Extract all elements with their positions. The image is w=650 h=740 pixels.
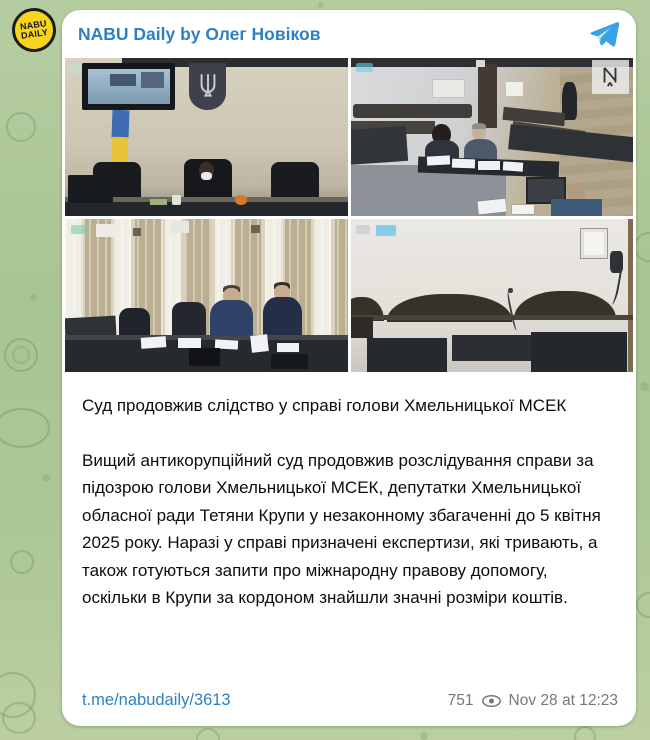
wall-lamp (96, 224, 119, 238)
papers (427, 155, 450, 166)
post-title: Суд продовжив слідство у справі голови Хмельницької МСЕК (82, 396, 567, 415)
papers (251, 334, 270, 353)
clerk-body (551, 199, 602, 216)
desk-item-cup (172, 195, 180, 204)
wooden-bench (351, 317, 374, 338)
photo-empty-benches[interactable] (351, 219, 634, 372)
phone-cord (608, 271, 621, 305)
channel-avatar[interactable] (9, 5, 59, 55)
desk-monitor (68, 175, 113, 203)
background-doodle (42, 474, 50, 482)
camera-overlay-badge (71, 225, 88, 234)
background-doodle (0, 408, 50, 448)
photo-judge-bench[interactable] (65, 58, 348, 216)
wall-vent (133, 228, 141, 236)
ukraine-trident-emblem (189, 63, 226, 110)
background-doodle (196, 728, 220, 740)
desk (367, 338, 446, 372)
background-doodle (574, 726, 596, 740)
seated-man-hair (472, 123, 486, 129)
papers (478, 161, 501, 170)
wall-phone (610, 251, 623, 272)
wall-document-frame (580, 228, 607, 259)
papers (141, 336, 167, 348)
photo-defense-table[interactable] (65, 219, 348, 372)
post-footer (62, 681, 636, 726)
wall-device (476, 60, 485, 66)
post-text (62, 372, 636, 612)
wall-poster (432, 79, 465, 98)
background-doodle (2, 702, 36, 734)
wall-vent (251, 225, 259, 233)
background-doodle (30, 294, 37, 301)
papers (277, 343, 300, 352)
bench-desk-front (65, 202, 348, 216)
avatar-text-line2: DAILY (20, 27, 49, 41)
avatar-text-line1: NABU (19, 17, 48, 32)
wall-corner-strip (628, 219, 633, 372)
background-doodle (6, 112, 36, 142)
post-permalink[interactable]: t.me/nabudaily/3613 (82, 691, 231, 709)
empty-chair (172, 302, 206, 339)
background-doodle (640, 382, 649, 391)
papers (512, 205, 535, 214)
message-bubble (62, 10, 636, 726)
trident-monogram-watermark (592, 60, 629, 93)
tv-screen-shape (141, 72, 164, 88)
wall-lamp (170, 221, 190, 233)
background-doodle (10, 550, 34, 574)
court-table (351, 125, 409, 164)
desk (452, 335, 531, 361)
background-doodle (12, 346, 30, 364)
post-timestamp: Nov 28 at 12:23 (508, 691, 618, 709)
desk (531, 332, 627, 372)
camera-overlay-badge (356, 63, 373, 72)
ukraine-flag-blue (111, 110, 129, 139)
desk-item-folder (150, 199, 167, 205)
channel-name-link[interactable]: NABU Daily by Олег Новіков (78, 23, 321, 44)
tv-screen-shape (110, 74, 135, 87)
microphone-head (508, 288, 513, 293)
telegram-plane-icon[interactable] (586, 18, 622, 50)
judge-face-mask (201, 172, 212, 180)
wall-poster (506, 82, 523, 96)
post-header (62, 10, 636, 58)
desk-item-orange (235, 195, 248, 204)
post-body: Вищий антикорупційний суд продовжив розслідування справи за підозрою голови Хмельницької МСЕК, депутатки Хмельницької обласної ради Тетяни Крупи у незаконному збагаченні до 5 квітня 2025 року. Наразі у справі призначені експертизи, які тривають, а також готуються запити про міжнародну правову допомогу, оскільки в Крупи за кордоном знайшли значні розміри коштів. (82, 450, 601, 607)
ukraine-flag-yellow (112, 137, 129, 163)
papers (178, 338, 201, 347)
bench-rail (351, 315, 634, 320)
photo-grid (65, 58, 633, 372)
papers (503, 162, 523, 173)
papers (452, 159, 475, 169)
eye-icon (481, 694, 502, 708)
background-doodle (634, 232, 650, 262)
background-doodle (420, 732, 428, 740)
background-doodle (318, 2, 324, 8)
courtroom-door (478, 64, 498, 127)
camera-overlay-badge (376, 225, 396, 236)
photo-courtroom-overview[interactable] (351, 58, 634, 216)
camera-overlay-badge (356, 225, 370, 234)
laptop (271, 354, 308, 369)
laptop (189, 348, 220, 366)
spectator-bench (353, 104, 472, 118)
background-doodle (636, 592, 650, 618)
post-meta (448, 692, 618, 710)
views-count: 751 (447, 691, 474, 709)
